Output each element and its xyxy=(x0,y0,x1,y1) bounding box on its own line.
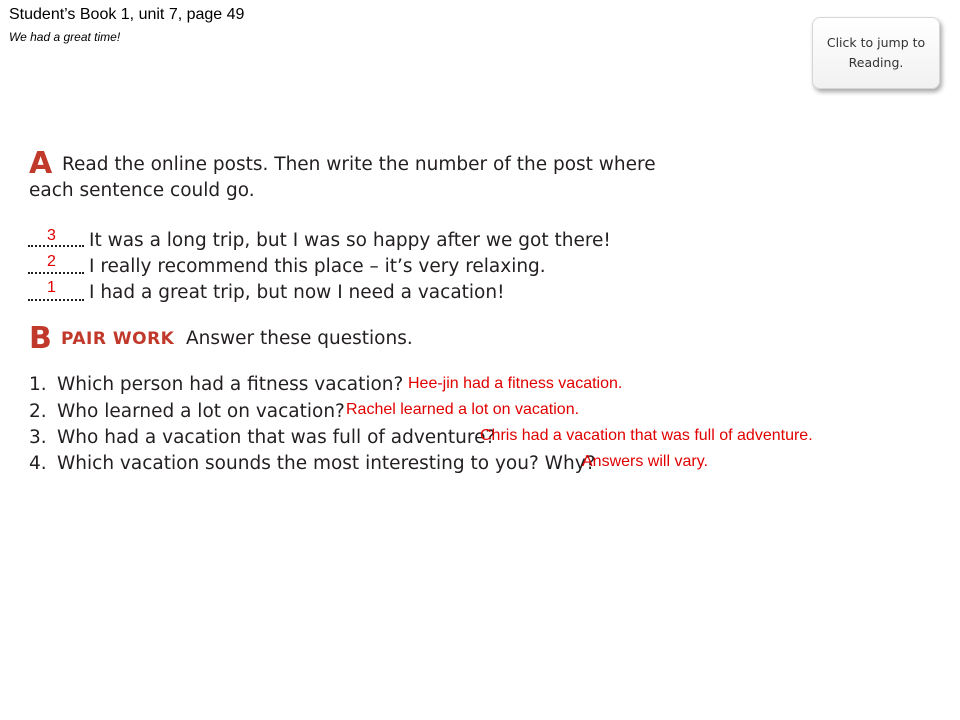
question-number-4: 4. xyxy=(29,453,47,474)
answer-value-3: 1 xyxy=(47,279,56,296)
question-number-3: 3. xyxy=(29,427,47,448)
jump-button-label: Click to jump to Reading. xyxy=(826,35,926,70)
answer-blank-3 xyxy=(28,297,84,301)
answer-blank-1 xyxy=(28,243,84,247)
jump-to-reading-button[interactable] xyxy=(812,17,940,89)
section-a-letter: A xyxy=(29,146,53,181)
question-4: Which vacation sounds the most interesting to you? Why? xyxy=(57,453,596,474)
question-answer-4: Answers will vary. xyxy=(582,453,708,470)
question-3: Who had a vacation that was full of adventure? xyxy=(57,427,496,448)
question-answer-2: Rachel learned a lot on vacation. xyxy=(346,401,580,418)
answer-value-2: 2 xyxy=(47,253,56,270)
page-title: Student’s Book 1, unit 7, page 49 xyxy=(9,6,245,23)
question-answer-3: Chris had a vacation that was full of adventure. xyxy=(480,427,813,444)
sentence-1: It was a long trip, but I was so happy after we got there! xyxy=(89,230,611,251)
question-answer-1: Hee-jin had a fitness vacation. xyxy=(408,375,623,392)
page-subtitle: We had a great time! xyxy=(9,30,121,44)
question-2: Who learned a lot on vacation? xyxy=(57,401,345,422)
answer-value-1: 3 xyxy=(47,227,56,244)
question-number-2: 2. xyxy=(29,401,47,422)
sentence-2: I really recommend this place – it’s very relaxing. xyxy=(89,256,546,277)
question-1: Which person had a fitness vacation? xyxy=(57,374,404,395)
section-a-instruction-line1: Read the online posts. Then write the number of the post where xyxy=(62,154,656,175)
section-b-instruction: Answer these questions. xyxy=(186,328,413,349)
section-a-instruction-line2: each sentence could go. xyxy=(29,180,255,201)
section-b-letter: B xyxy=(29,321,52,356)
pair-work-tag: PAIR WORK xyxy=(61,329,175,349)
answer-blank-2 xyxy=(28,270,84,274)
sentence-3: I had a great trip, but now I need a vacation! xyxy=(89,282,505,303)
question-number-1: 1. xyxy=(29,374,47,395)
